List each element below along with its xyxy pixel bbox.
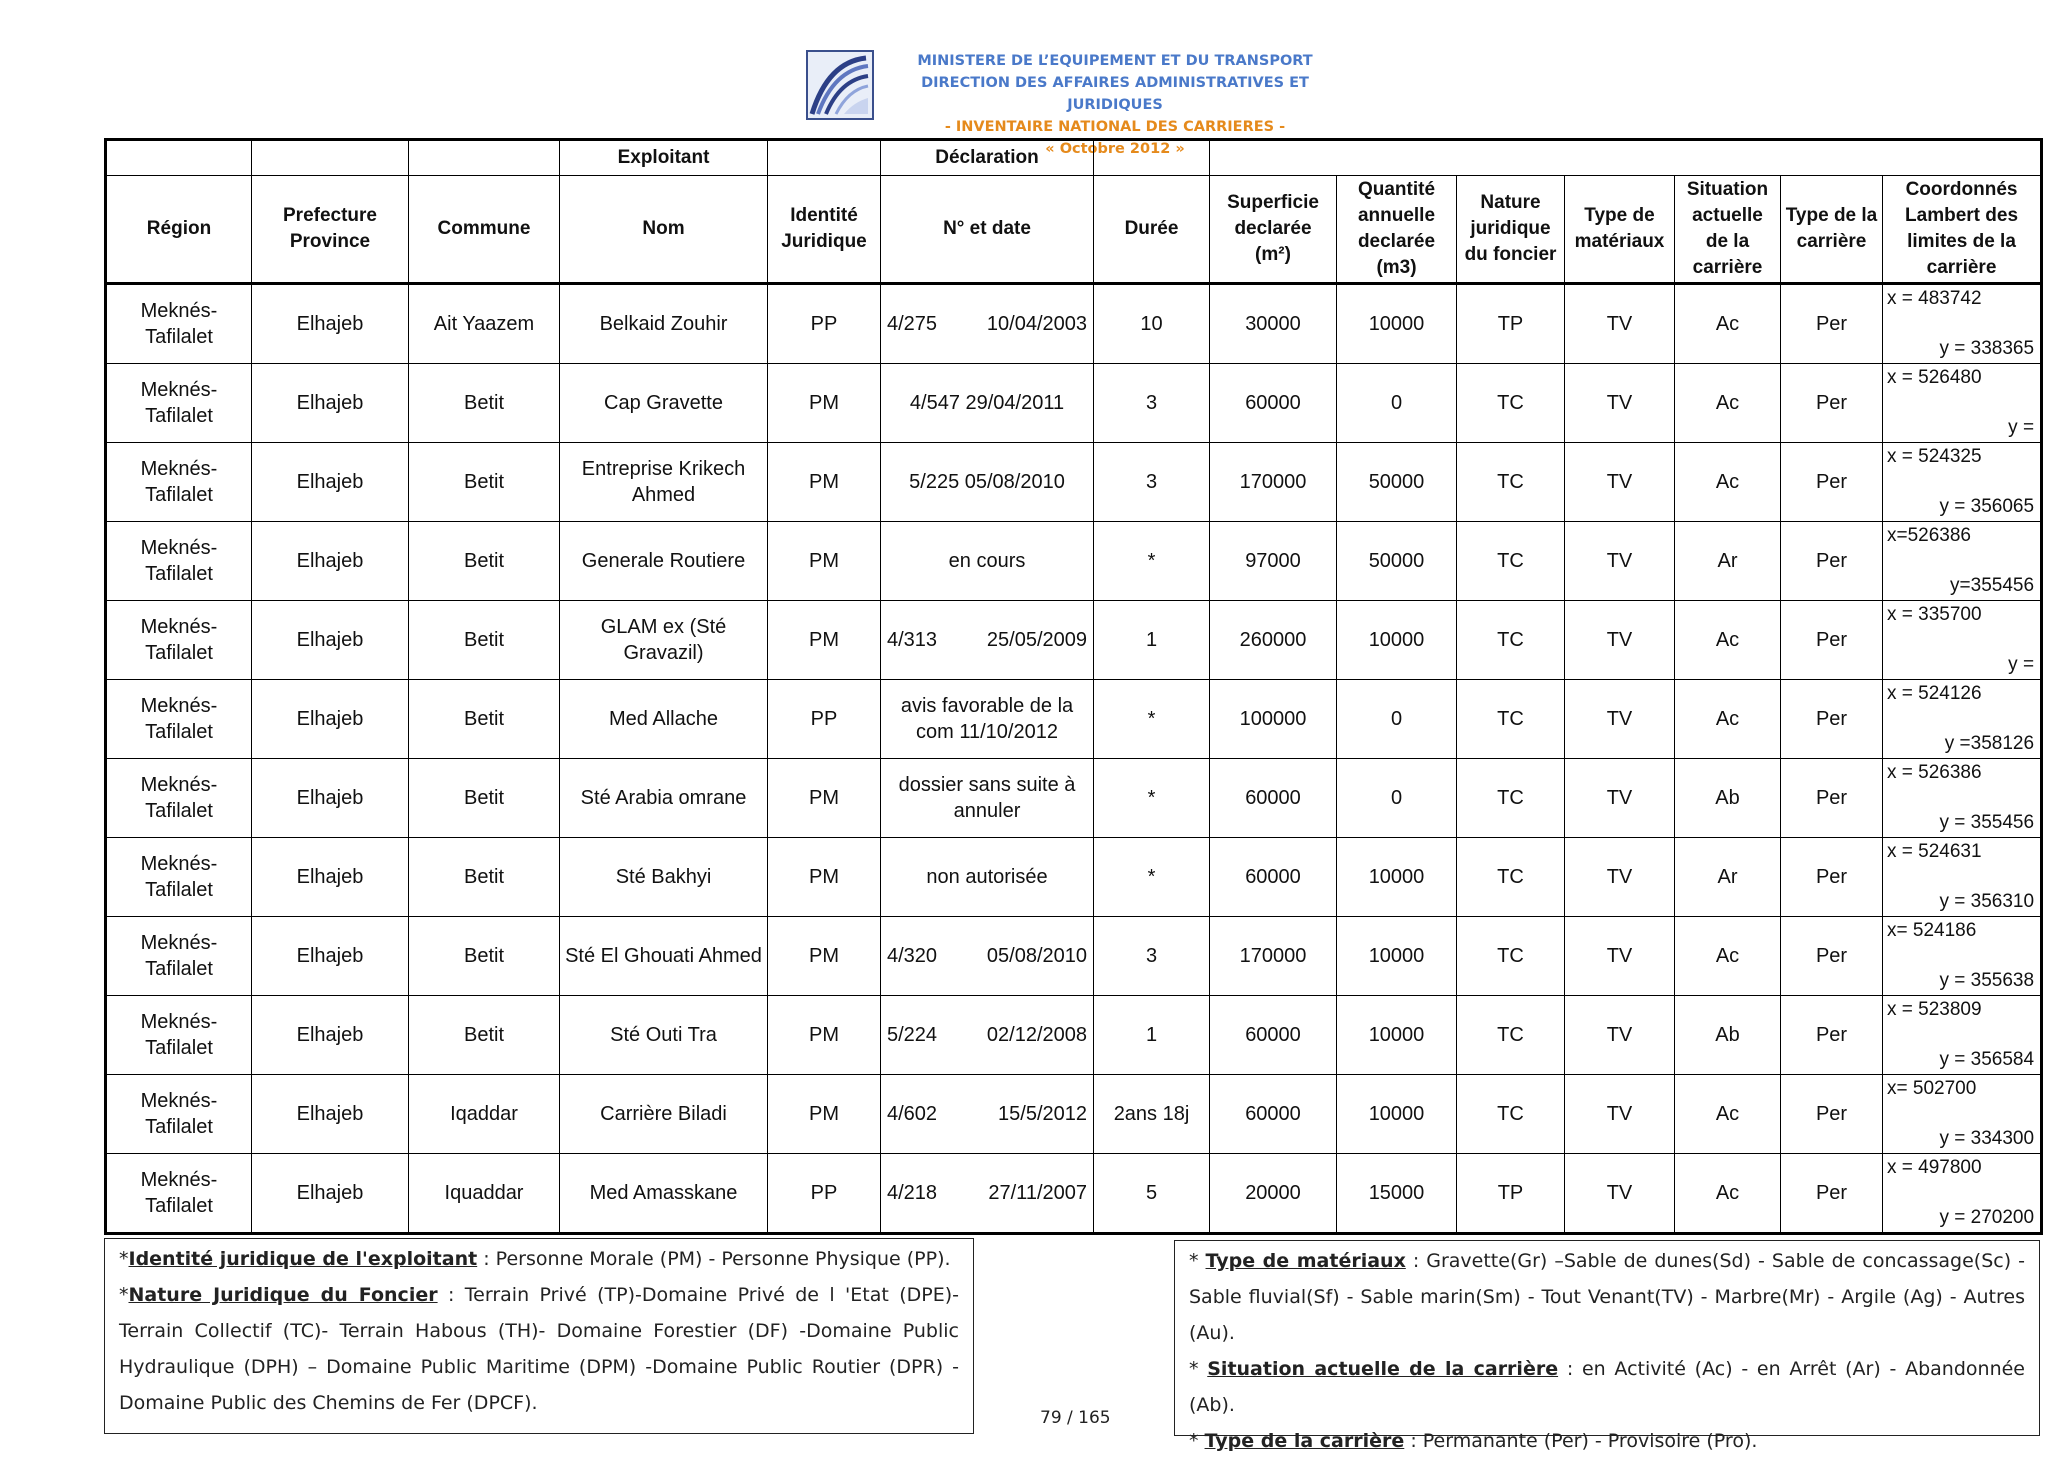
table-row (106, 364, 2042, 443)
cell-type-carriere: Per (1781, 838, 1883, 917)
col-header-quantite: Quantité annuelle declarée (m3) (1337, 176, 1457, 284)
cell-prefecture: Elhajeb (252, 759, 409, 838)
coordinate-x: x = 526480 (1887, 367, 1982, 388)
cell-identite: PM (768, 917, 881, 996)
cell-duree: 10 (1094, 284, 1210, 364)
coordinate-y: y = 338365 (1939, 338, 2035, 359)
cell-declaration (881, 838, 1094, 917)
declaration-text: dossier sans suite à annuler (898, 774, 1076, 822)
coordinate-x: x = 526386 (1887, 762, 1982, 783)
coordinates (1883, 1154, 2040, 1232)
cell-commune: Betit (409, 601, 560, 680)
cell-superficie: 60000 (1210, 1075, 1337, 1154)
cell-coordonnees (1883, 522, 2042, 601)
header-blank (252, 140, 409, 176)
cell-situation: Ac (1675, 601, 1781, 680)
legend-key: Type de matériaux (1205, 1250, 1406, 1272)
cell-declaration (881, 996, 1094, 1075)
legend-text: : en Activité (Ac) - en Arrêt (Ar) - Abandonnée (Ab). (1189, 1358, 2025, 1416)
ministry-title: MINISTERE DE L’EQUIPEMENT ET DU TRANSPORT (917, 53, 1313, 69)
cell-coordonnees (1883, 284, 2042, 364)
cell-quantite: 0 (1337, 680, 1457, 759)
cell-nom: Carrière Biladi (560, 1075, 768, 1154)
cell-nom: Sté Bakhyi (560, 838, 768, 917)
cell-declaration (881, 522, 1094, 601)
col-header-region: Région (106, 176, 252, 284)
cell-declaration (881, 364, 1094, 443)
table-row (106, 759, 2042, 838)
cell-nom: Belkaid Zouhir (560, 284, 768, 364)
cell-nom: Sté El Ghouati Ahmed (560, 917, 768, 996)
coordinate-y: y = (2008, 654, 2035, 675)
cell-type-carriere: Per (1781, 680, 1883, 759)
cell-commune: Betit (409, 996, 560, 1075)
cell-superficie: 260000 (1210, 601, 1337, 680)
cell-type-carriere: Per (1781, 1154, 1883, 1234)
coordinates (1883, 443, 2040, 521)
header-blank (106, 140, 252, 176)
cell-quantite: 10000 (1337, 1075, 1457, 1154)
cell-region: Meknés-Tafilalet (106, 601, 252, 680)
cell-superficie: 20000 (1210, 1154, 1337, 1234)
cell-coordonnees (1883, 1154, 2042, 1234)
coordinates (1883, 364, 2040, 442)
table-row (106, 284, 2042, 364)
declaration-number: 4/218 (887, 1182, 938, 1204)
table-row (106, 443, 2042, 522)
declaration-number-date (885, 943, 1089, 969)
cell-prefecture: Elhajeb (252, 522, 409, 601)
cell-commune: Betit (409, 443, 560, 522)
report-date: « Octobre 2012 » (1045, 141, 1185, 157)
table-row (106, 1154, 2042, 1234)
coordinates (1883, 601, 2040, 679)
col-header-situation: Situation actuelle de la carrière (1675, 176, 1781, 284)
cell-commune: Betit (409, 522, 560, 601)
cell-region: Meknés-Tafilalet (106, 284, 252, 364)
cell-commune: Iqaddar (409, 1075, 560, 1154)
declaration-text: avis favorable de la com 11/10/2012 (900, 695, 1074, 743)
coordinates (1883, 917, 2040, 995)
table-row (106, 996, 2042, 1075)
cell-region: Meknés-Tafilalet (106, 1154, 252, 1234)
cell-nom: Med Amasskane (560, 1154, 768, 1234)
cell-type-materiaux: TV (1565, 443, 1675, 522)
coordinate-x: x = 523809 (1887, 999, 1982, 1020)
col-header-nom: Nom (560, 176, 768, 284)
cell-coordonnees (1883, 996, 2042, 1075)
declaration-number: 5/224 (887, 1024, 938, 1046)
header-blank (1094, 140, 1210, 176)
cell-prefecture: Elhajeb (252, 601, 409, 680)
declaration-number: 4/275 (887, 313, 938, 335)
legend-materiaux: * Type de matériaux : Gravette(Gr) –Sable de dunes(Sd) - Sable de concassage(Sc) - Sable fluvial(Sf) - Sable marin(Sm) - Tout Venant(TV) - Marbre(Mr) - Argile (Ag) - Autres (Au). (1189, 1250, 2025, 1344)
cell-region: Meknés-Tafilalet (106, 917, 252, 996)
quarries-table (104, 138, 2043, 1235)
coordinate-y: y=355456 (1950, 575, 2035, 596)
declaration-number-date (885, 311, 1089, 337)
coordinate-y: y = 334300 (1939, 1128, 2035, 1149)
cell-nom: Sté Arabia omrane (560, 759, 768, 838)
cell-type-materiaux: TV (1565, 601, 1675, 680)
coordinate-y: y = 355638 (1939, 970, 2035, 991)
cell-nature: TP (1457, 1154, 1565, 1234)
cell-declaration (881, 601, 1094, 680)
coordinates (1883, 1075, 2040, 1153)
coordinate-x: x = 524126 (1887, 683, 1982, 704)
cell-region: Meknés-Tafilalet (106, 996, 252, 1075)
declaration-text: non autorisée (926, 866, 1048, 888)
cell-coordonnees (1883, 838, 2042, 917)
cell-region: Meknés-Tafilalet (106, 364, 252, 443)
cell-nom: Med Allache (560, 680, 768, 759)
cell-prefecture: Elhajeb (252, 364, 409, 443)
declaration-number: 4/320 (887, 945, 938, 967)
cell-nature: TP (1457, 284, 1565, 364)
declaration-number-date (885, 1101, 1089, 1127)
cell-nature: TC (1457, 917, 1565, 996)
cell-commune: Betit (409, 838, 560, 917)
cell-region: Meknés-Tafilalet (106, 759, 252, 838)
cell-duree: * (1094, 522, 1210, 601)
coordinate-x: x= 524186 (1887, 920, 1977, 941)
coordinates (1883, 680, 2040, 758)
cell-quantite: 0 (1337, 364, 1457, 443)
coordinate-x: x= 502700 (1887, 1078, 1977, 1099)
cell-nom: Sté Outi Tra (560, 996, 768, 1075)
legend-text: : Gravette(Gr) –Sable de dunes(Sd) - Sable de concassage(Sc) - Sable fluvial(Sf) - Sable marin(Sm) - Tout Venant(TV) - Marbre(Mr) - Argile (Ag) - Autres (Au). (1189, 1250, 2025, 1344)
cell-prefecture: Elhajeb (252, 996, 409, 1075)
cell-type-carriere: Per (1781, 364, 1883, 443)
coordinate-x: x = 483742 (1887, 288, 1982, 309)
cell-superficie: 170000 (1210, 443, 1337, 522)
coordinate-y: y = 356065 (1939, 496, 2035, 517)
cell-quantite: 50000 (1337, 443, 1457, 522)
cell-identite: PM (768, 759, 881, 838)
col-header-type-carriere: Type de la carrière (1781, 176, 1883, 284)
cell-commune: Iquaddar (409, 1154, 560, 1234)
cell-superficie: 60000 (1210, 996, 1337, 1075)
cell-duree: * (1094, 838, 1210, 917)
coordinates (1883, 838, 2040, 916)
cell-duree: 3 (1094, 364, 1210, 443)
legend-key: Nature Juridique du Foncier (128, 1284, 438, 1306)
cell-superficie: 30000 (1210, 284, 1337, 364)
cell-commune: Betit (409, 364, 560, 443)
legend-text: : Permanante (Per) - Provisoire (Pro). (1404, 1430, 1758, 1452)
page-number: 79 / 165 (1040, 1408, 1111, 1428)
cell-superficie: 100000 (1210, 680, 1337, 759)
col-header-duree: Durée (1094, 176, 1210, 284)
declaration-date: 15/5/2012 (998, 1103, 1087, 1125)
cell-coordonnees (1883, 917, 2042, 996)
cell-identite: PM (768, 443, 881, 522)
cell-nom: Generale Routiere (560, 522, 768, 601)
declaration-date: 25/05/2009 (986, 629, 1087, 651)
cell-declaration (881, 1154, 1094, 1234)
road-arch-icon (808, 52, 872, 118)
declaration-number: 4/313 (887, 629, 938, 651)
cell-type-carriere: Per (1781, 1075, 1883, 1154)
cell-quantite: 10000 (1337, 838, 1457, 917)
cell-nom: Entreprise Krikech Ahmed (560, 443, 768, 522)
declaration-number-date (885, 1180, 1089, 1206)
coordinate-y: y = 270200 (1939, 1207, 2035, 1228)
declaration-text: 4/547 29/04/2011 (909, 392, 1065, 414)
coordinate-x: x = 335700 (1887, 604, 1982, 625)
cell-declaration (881, 1075, 1094, 1154)
cell-identite: PP (768, 680, 881, 759)
cell-situation: Ar (1675, 522, 1781, 601)
coordinates (1883, 522, 2040, 600)
declaration-text: en cours (948, 550, 1026, 572)
cell-quantite: 10000 (1337, 996, 1457, 1075)
cell-identite: PM (768, 601, 881, 680)
legend-situation: * Situation actuelle de la carrière : en Activité (Ac) - en Arrêt (Ar) - Abandonnée (Ab). (1189, 1358, 2025, 1416)
cell-coordonnees (1883, 759, 2042, 838)
cell-region: Meknés-Tafilalet (106, 838, 252, 917)
table-row (106, 522, 2042, 601)
table-body (106, 284, 2042, 1234)
cell-duree: 2ans 18j (1094, 1075, 1210, 1154)
cell-situation: Ac (1675, 1075, 1781, 1154)
cell-identite: PM (768, 522, 881, 601)
cell-type-carriere: Per (1781, 522, 1883, 601)
cell-type-materiaux: TV (1565, 680, 1675, 759)
cell-nom: Cap Gravette (560, 364, 768, 443)
cell-situation: Ac (1675, 284, 1781, 364)
cell-type-materiaux: TV (1565, 917, 1675, 996)
coordinate-x: x = 497800 (1887, 1157, 1982, 1178)
cell-duree: * (1094, 680, 1210, 759)
cell-commune: Betit (409, 759, 560, 838)
inventory-title: - INVENTAIRE NATIONAL DES CARRIERES - (944, 119, 1286, 135)
declaration-date: 27/11/2007 (988, 1182, 1087, 1204)
group-header-declaration: Déclaration (881, 140, 1094, 176)
cell-region: Meknés-Tafilalet (106, 522, 252, 601)
cell-type-materiaux: TV (1565, 759, 1675, 838)
col-header-type-materiaux: Type de matériaux (1565, 176, 1675, 284)
cell-situation: Ar (1675, 838, 1781, 917)
cell-coordonnees (1883, 1075, 2042, 1154)
cell-declaration (881, 284, 1094, 364)
coordinate-y: y = 355456 (1939, 812, 2035, 833)
cell-type-carriere: Per (1781, 917, 1883, 996)
cell-duree: 1 (1094, 601, 1210, 680)
ministry-logo (806, 50, 874, 120)
cell-nature: TC (1457, 759, 1565, 838)
cell-quantite: 10000 (1337, 601, 1457, 680)
cell-superficie: 60000 (1210, 838, 1337, 917)
cell-identite: PP (768, 1154, 881, 1234)
cell-coordonnees (1883, 364, 2042, 443)
cell-prefecture: Elhajeb (252, 680, 409, 759)
cell-commune: Betit (409, 917, 560, 996)
cell-prefecture: Elhajeb (252, 917, 409, 996)
cell-prefecture: Elhajeb (252, 1075, 409, 1154)
cell-commune: Ait Yaazem (409, 284, 560, 364)
cell-type-materiaux: TV (1565, 284, 1675, 364)
header-blank (768, 140, 881, 176)
declaration-date: 10/04/2003 (986, 313, 1087, 335)
cell-superficie: 170000 (1210, 917, 1337, 996)
cell-commune: Betit (409, 680, 560, 759)
declaration-date: 05/08/2010 (986, 945, 1087, 967)
cell-type-materiaux: TV (1565, 1154, 1675, 1234)
legend-text: : Terrain Privé (TP)-Domaine Privé de l 'Etat (DPE)- Terrain Collectif (TC)- Terrain Habous (TH)- Domaine Forestier (DF) -Domaine Public Hydraulique (DPH) – Domaine Public Maritime (DPM) -Domaine Public Routier (DPR) - Domaine Public des Chemins de Fer (DPCF). (119, 1284, 960, 1414)
cell-nature: TC (1457, 1075, 1565, 1154)
cell-prefecture: Elhajeb (252, 838, 409, 917)
header-blank (409, 140, 560, 176)
cell-type-carriere: Per (1781, 996, 1883, 1075)
coordinate-y: y = (2008, 417, 2035, 438)
legend-identite: *Identité juridique de l'exploitant : Personne Morale (PM) - Personne Physique (PP). (119, 1248, 951, 1270)
cell-duree: 3 (1094, 443, 1210, 522)
declaration-number-date (885, 1022, 1089, 1048)
col-header-coordonnees: Coordonnés Lambert des limites de la carrière (1883, 176, 2042, 284)
cell-type-carriere: Per (1781, 759, 1883, 838)
cell-situation: Ac (1675, 443, 1781, 522)
table-row (106, 1075, 2042, 1154)
col-header-prefecture: Prefecture Province (252, 176, 409, 284)
cell-nature: TC (1457, 443, 1565, 522)
cell-type-carriere: Per (1781, 284, 1883, 364)
coordinate-y: y = 356584 (1939, 1049, 2035, 1070)
cell-type-materiaux: TV (1565, 996, 1675, 1075)
cell-declaration (881, 680, 1094, 759)
cell-nature: TC (1457, 996, 1565, 1075)
cell-duree: 5 (1094, 1154, 1210, 1234)
legend-key: Identité juridique de l'exploitant (128, 1248, 478, 1270)
cell-situation: Ab (1675, 996, 1781, 1075)
coordinates (1883, 285, 2040, 363)
cell-prefecture: Elhajeb (252, 443, 409, 522)
col-header-superficie: Superficie declarée (m²) (1210, 176, 1337, 284)
declaration-text: 5/225 05/08/2010 (909, 471, 1065, 493)
coordinate-y: y = 356310 (1939, 891, 2035, 912)
cell-superficie: 60000 (1210, 759, 1337, 838)
cell-nature: TC (1457, 838, 1565, 917)
legend-nature: *Nature Juridique du Foncier : Terrain Privé (TP)-Domaine Privé de l 'Etat (DPE)- Terrain Collectif (TC)- Terrain Habous (TH)- Domaine Forestier (DF) -Domaine Public Hydraulique (DPH) – Domaine Public Maritime (DPM) -Domaine Public Routier (DPR) - Domaine Public des Chemins de Fer (DPCF). (119, 1284, 960, 1414)
cell-type-materiaux: TV (1565, 364, 1675, 443)
declaration-number: 4/602 (887, 1103, 938, 1125)
declaration-date: 02/12/2008 (986, 1024, 1087, 1046)
document-header (0, 0, 2048, 157)
legend-type: * Type de la carrière : Permanante (Per) - Provisoire (Pro). (1189, 1430, 1758, 1452)
cell-nature: TC (1457, 680, 1565, 759)
legend-key: Type de la carrière (1204, 1430, 1405, 1452)
legend-text: : Personne Morale (PM) - Personne Physique (PP). (477, 1248, 951, 1270)
cell-type-materiaux: TV (1565, 1075, 1675, 1154)
cell-coordonnees (1883, 680, 2042, 759)
col-header-commune: Commune (409, 176, 560, 284)
table-row (106, 680, 2042, 759)
cell-superficie: 97000 (1210, 522, 1337, 601)
cell-identite: PM (768, 364, 881, 443)
cell-duree: 1 (1094, 996, 1210, 1075)
cell-quantite: 10000 (1337, 917, 1457, 996)
cell-situation: Ac (1675, 680, 1781, 759)
header-blank (1210, 140, 2042, 176)
col-header-identite: Identité Juridique (768, 176, 881, 284)
declaration-number-date (885, 627, 1089, 653)
cell-identite: PM (768, 838, 881, 917)
cell-situation: Ab (1675, 759, 1781, 838)
cell-nature: TC (1457, 522, 1565, 601)
cell-declaration (881, 917, 1094, 996)
legend-right (1174, 1240, 2040, 1452)
coordinate-x: x = 524631 (1887, 841, 1982, 862)
cell-duree: 3 (1094, 917, 1210, 996)
cell-prefecture: Elhajeb (252, 284, 409, 364)
direction-title: DIRECTION DES AFFAIRES ADMINISTRATIVES ET JURIDIQUES (921, 75, 1309, 113)
cell-type-materiaux: TV (1565, 838, 1675, 917)
cell-coordonnees (1883, 443, 2042, 522)
cell-declaration (881, 759, 1094, 838)
cell-coordonnees (1883, 601, 2042, 680)
cell-region: Meknés-Tafilalet (106, 443, 252, 522)
table-row (106, 838, 2042, 917)
cell-quantite: 50000 (1337, 522, 1457, 601)
coordinates (1883, 759, 2040, 837)
cell-type-carriere: Per (1781, 443, 1883, 522)
table-row (106, 917, 2042, 996)
coordinate-y: y =358126 (1944, 733, 2035, 754)
cell-quantite: 15000 (1337, 1154, 1457, 1234)
col-header-num-date: N° et date (881, 176, 1094, 284)
cell-quantite: 10000 (1337, 284, 1457, 364)
table-row (106, 601, 2042, 680)
cell-duree: * (1094, 759, 1210, 838)
cell-quantite: 0 (1337, 759, 1457, 838)
coordinates (1883, 996, 2040, 1074)
cell-situation: Ac (1675, 1154, 1781, 1234)
cell-region: Meknés-Tafilalet (106, 680, 252, 759)
cell-nature: TC (1457, 364, 1565, 443)
cell-nom: GLAM ex (Sté Gravazil) (560, 601, 768, 680)
group-header-exploitant: Exploitant (560, 140, 768, 176)
legend-key: Situation actuelle de la carrière (1207, 1358, 1559, 1380)
col-header-nature: Nature juridique du foncier (1457, 176, 1565, 284)
cell-declaration (881, 443, 1094, 522)
cell-identite: PP (768, 284, 881, 364)
coordinate-x: x=526386 (1887, 525, 1971, 546)
cell-prefecture: Elhajeb (252, 1154, 409, 1234)
cell-region: Meknés-Tafilalet (106, 1075, 252, 1154)
cell-situation: Ac (1675, 917, 1781, 996)
cell-nature: TC (1457, 601, 1565, 680)
cell-type-carriere: Per (1781, 601, 1883, 680)
cell-identite: PM (768, 1075, 881, 1154)
cell-situation: Ac (1675, 364, 1781, 443)
cell-type-materiaux: TV (1565, 522, 1675, 601)
cell-superficie: 60000 (1210, 364, 1337, 443)
coordinate-x: x = 524325 (1887, 446, 1982, 467)
legend-left (104, 1238, 974, 1434)
cell-identite: PM (768, 996, 881, 1075)
